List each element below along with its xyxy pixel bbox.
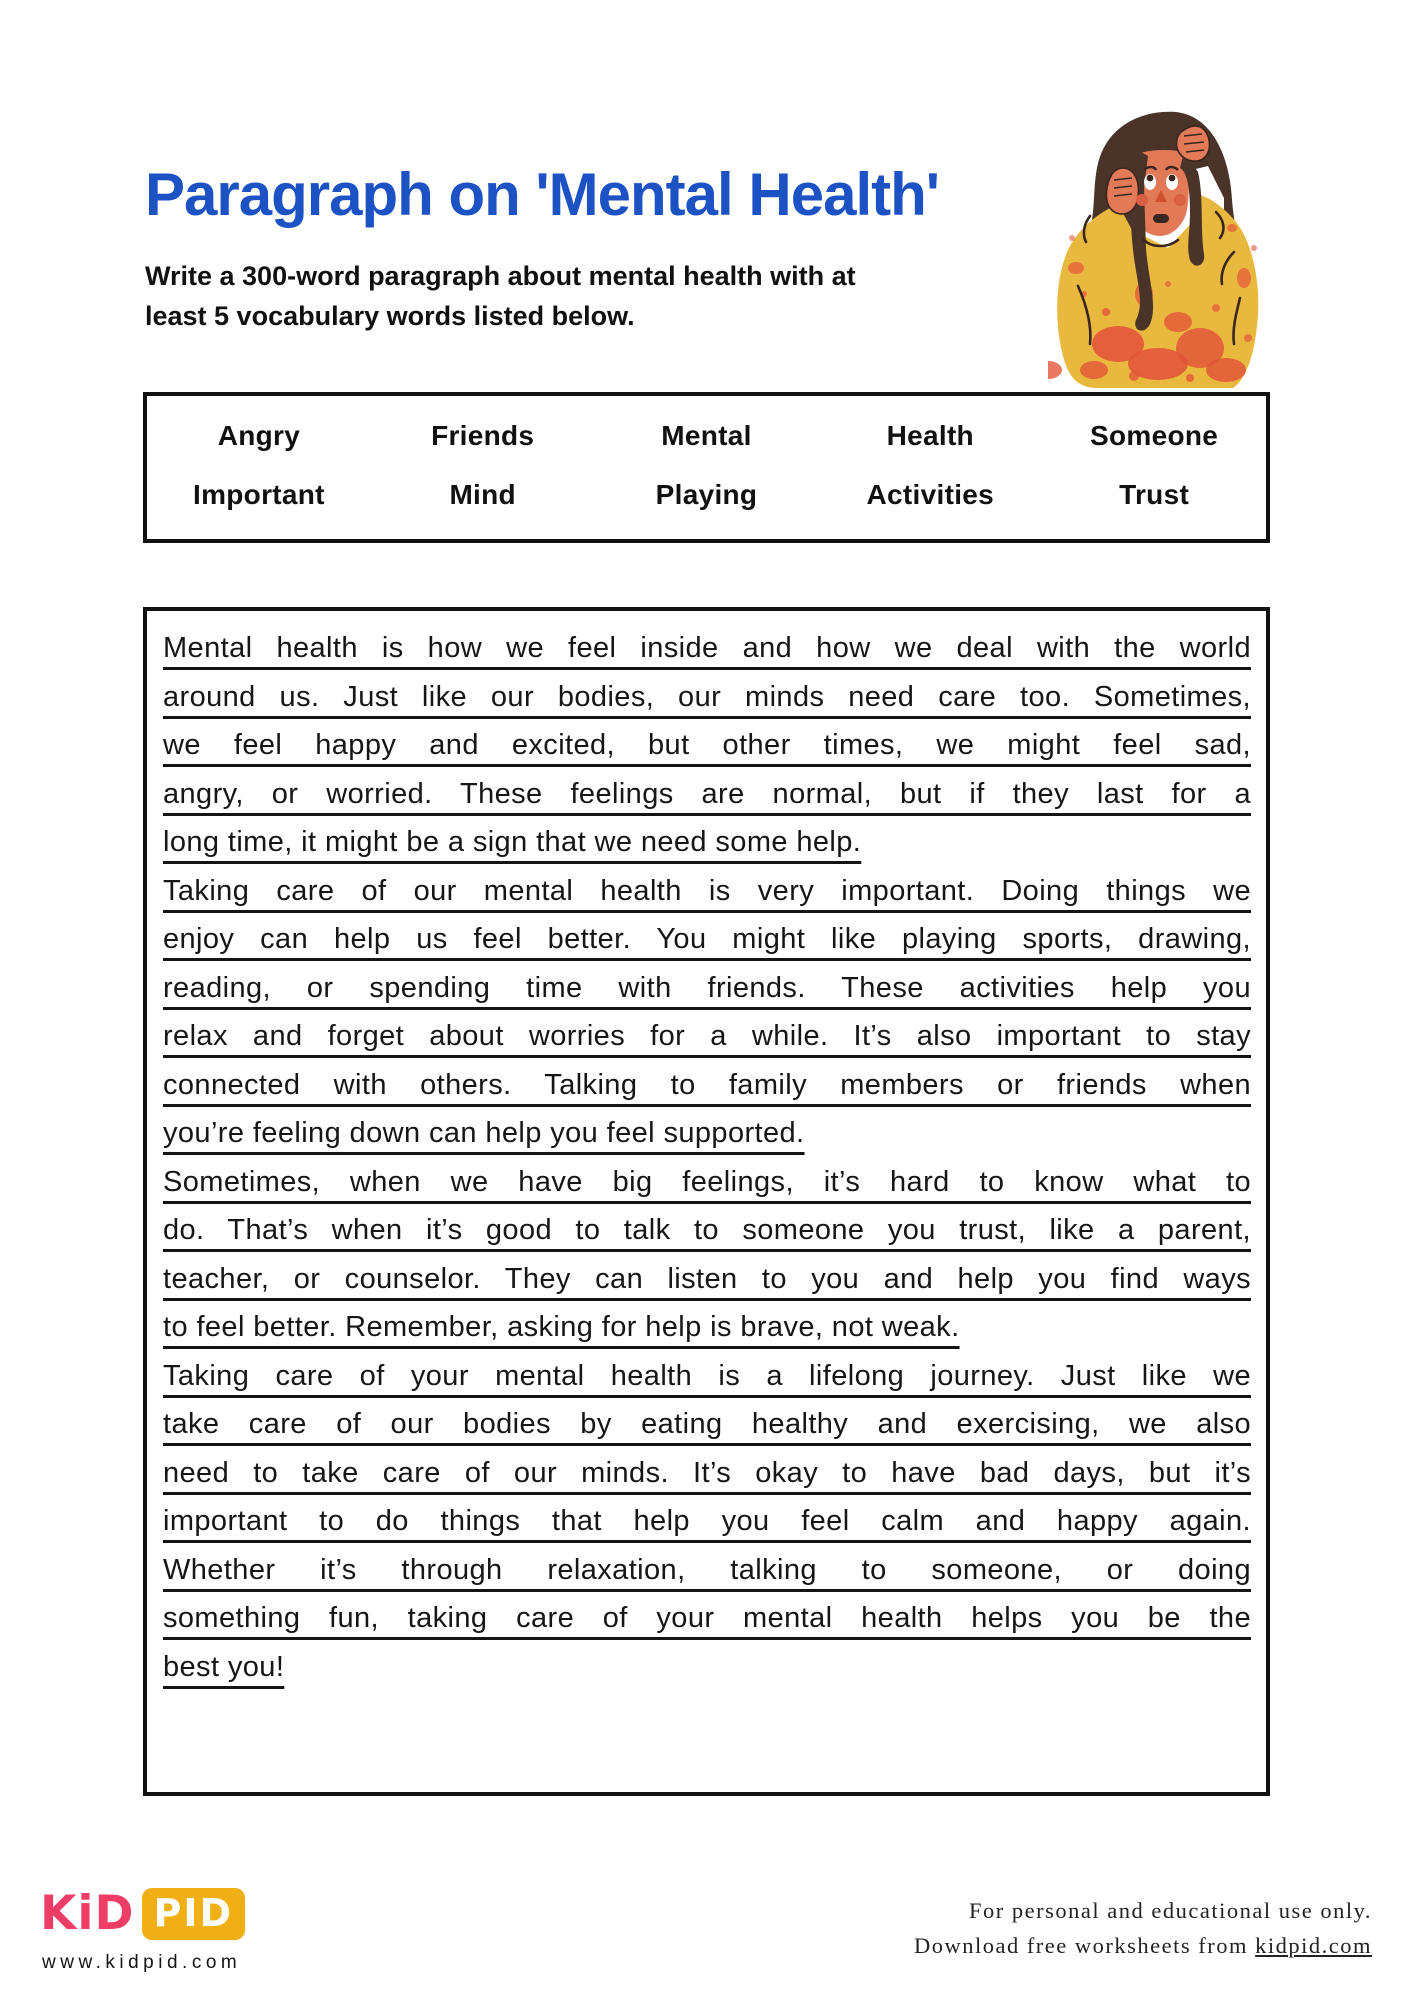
essay-line: Whether it’s through relaxation, talking to someone, or doing — [163, 1553, 1251, 1586]
vocab-word: Angry — [217, 419, 301, 451]
instructions — [145, 256, 856, 336]
essay-line: connected with others. Talking to family members or friends when — [163, 1068, 1251, 1101]
usage-note-line-1: For personal and educational use only. — [969, 1898, 1372, 1923]
usage-note — [914, 1893, 1372, 1963]
vocab-word: Activities — [866, 479, 995, 511]
essay-line: Mental health is how we feel inside and how we deal with the world — [163, 632, 1251, 664]
essay-line: enjoy can help us feel better. You might like playing sports, drawing, — [163, 923, 1251, 955]
essay-line: Taking care of your mental health is a lifelong journey. Just like we — [163, 1359, 1251, 1392]
essay-line: something fun, taking care of your mental health helps you be the — [163, 1602, 1251, 1634]
instructions-line-2: least 5 vocabulary words listed below. — [145, 301, 635, 331]
essay-line: need to take care of our minds. It’s okay to have bad days, but it’s — [163, 1456, 1251, 1489]
page-title: Paragraph on 'Mental Health' — [145, 161, 940, 228]
kidpid-logo[interactable] — [40, 1886, 245, 1941]
vocab-word: Important — [192, 479, 325, 511]
essay-line: to feel better. Remember, asking for help is brave, not weak. — [163, 1311, 960, 1343]
essay-line: around us. Just like our bodies, our minds need care too. Sometimes, — [163, 680, 1251, 713]
essay-line: long time, it might be a sign that we need some help. — [163, 826, 862, 858]
kidpid-link[interactable]: kidpid.com — [1255, 1933, 1372, 1958]
essay-line: reading, or spending time with friends. These activities help you — [163, 971, 1251, 1004]
vocab-word: Friends — [431, 419, 535, 451]
essay-line: angry, or worried. These feelings are normal, but if they last for a — [163, 777, 1251, 810]
vocabulary-box — [143, 392, 1270, 543]
vocab-word: Mental — [661, 419, 752, 451]
essay-line: we feel happy and excited, but other times, we might feel sad, — [163, 729, 1251, 761]
stressed-person-illustration — [1048, 108, 1268, 390]
essay-line: teacher, or counselor. They can listen to you and help you find ways — [163, 1262, 1251, 1295]
kidpid-logo-pid: PID — [142, 1888, 246, 1940]
vocab-word: Someone — [1090, 419, 1219, 451]
kidpid-logo-kid: KiD — [40, 1886, 135, 1941]
left-hand — [1106, 168, 1138, 214]
essay-line: do. That’s when it’s good to talk to someone you trust, like a parent, — [163, 1214, 1251, 1246]
usage-note-line-2: Download free worksheets from kidpid.com — [913, 1933, 1372, 1958]
essay-line: best you! — [163, 1650, 285, 1683]
essay-line: you’re feeling down can help you feel supported. — [163, 1117, 805, 1149]
vocab-word: Trust — [1119, 479, 1190, 511]
vocab-word: Health — [886, 419, 974, 451]
essay-line: important to do things that help you feel calm and happy again. — [163, 1505, 1251, 1537]
essay-line: take care of our bodies by eating healthy and exercising, we also — [163, 1408, 1251, 1440]
website-url: www.kidpid.com — [42, 1952, 242, 1973]
essay-line: relax and forget about worries for a while. It’s also important to stay — [163, 1020, 1251, 1052]
essay-line: Sometimes, when we have big feelings, it’s hard to know what to — [163, 1165, 1251, 1198]
essay-box — [143, 607, 1270, 1796]
instructions-line-1: Write a 300-word paragraph about mental health with at — [145, 261, 856, 291]
vocab-word: Mind — [449, 479, 516, 511]
vocab-word: Playing — [655, 479, 758, 511]
essay-line: Taking care of our mental health is very important. Doing things we — [163, 874, 1251, 907]
